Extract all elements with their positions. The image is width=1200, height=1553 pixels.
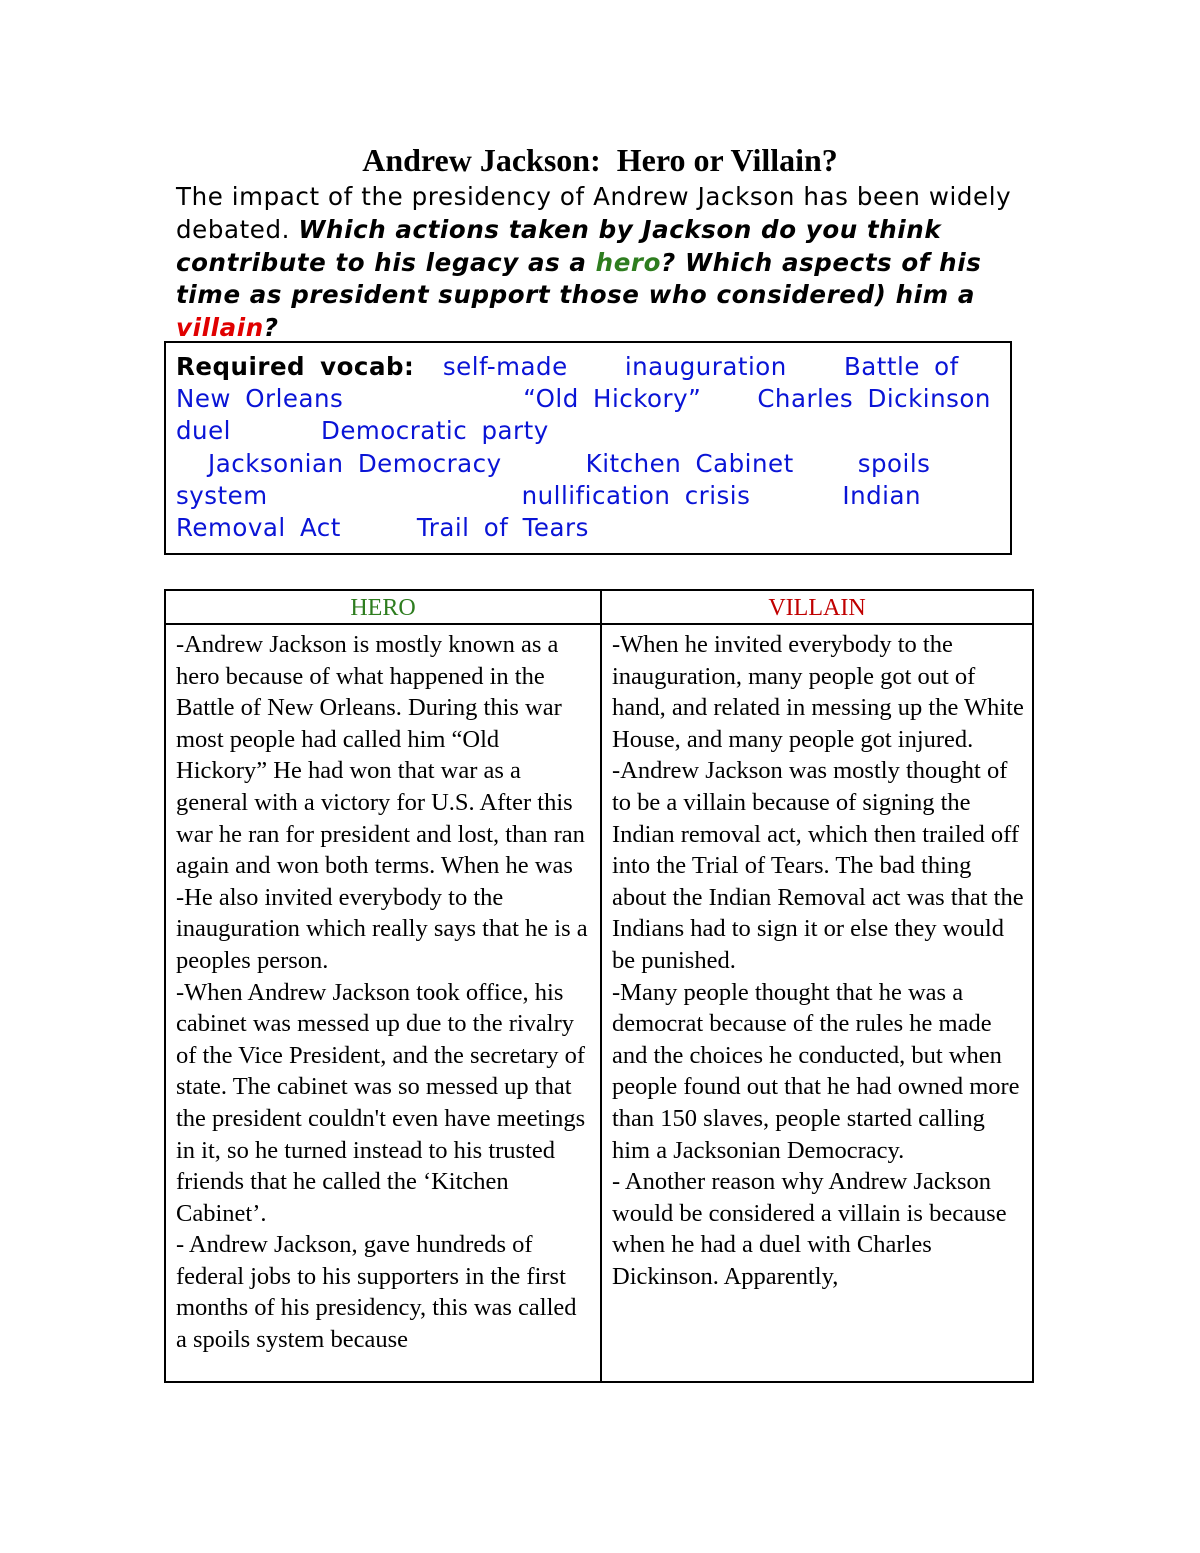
vocab-term: Charles Dickinson duel — [176, 384, 991, 446]
hero-column-header: HERO — [165, 590, 601, 624]
vocab-box — [164, 341, 1012, 555]
villain-column-header: VILLAIN — [601, 590, 1033, 624]
vocab-label: Required vocab: — [176, 352, 415, 381]
vocab-term: Jacksonian Democracy — [208, 448, 502, 478]
question-part-3: ? — [263, 313, 279, 343]
vocab-term: Indian Removal Act — [176, 480, 922, 543]
vocab-term: inauguration — [624, 352, 787, 381]
hero-word: hero — [595, 247, 662, 277]
vocab-term: Democratic party — [320, 416, 549, 446]
hero-paragraph: -Andrew Jackson is mostly known as a hero because of what happened in the Battle of New Orleans. During this war most people had called him “Old Hickory” He had won that war as a general with a victory for U.S. After this war he ran for president and lost, than ran again and won both terms. When he was — [176, 631, 585, 880]
villain-cell — [601, 624, 1033, 1382]
hero-paragraph: - Andrew Jackson, gave hundreds of federal jobs to his supporters in the first months of his presidency, this was called a spoils system because — [176, 1231, 577, 1354]
question-part-1: Which actions taken by Jackson do you think contribute to his legacy as a — [176, 214, 942, 277]
villain-paragraph: -Andrew Jackson was mostly thought of to be a villain because of signing the Indian removal act, which then trailed off into the Trial of Tears. The bad thing about the Indian Removal act was that the Indians had to sign it or else they would be punished. — [612, 757, 1024, 974]
intro-paragraph — [176, 181, 1026, 345]
page-title: Andrew Jackson: Hero or Villain? — [362, 142, 838, 178]
question-part-2: ? Which aspects of his time as president support those who considered) him a — [176, 247, 982, 310]
intro-plain-text: The impact of the presidency of Andrew Jackson has been widely debated. — [176, 182, 1012, 244]
hero-paragraph: -When Andrew Jackson took office, his cabinet was messed up due to the rivalry of the Vice President, and the secretary of state. The cabinet was so messed up that the president couldn't even have meetings in it, so he turned instead to his trusted friends that he called the ‘Kitchen Cabinet’. — [176, 978, 586, 1227]
vocab-term: spoils system — [176, 448, 931, 510]
hero-villain-table — [164, 589, 1034, 1383]
hero-cell — [165, 624, 601, 1382]
villain-word: villain — [176, 313, 264, 343]
vocab-term: Kitchen Cabinet — [585, 448, 794, 478]
vocab-term: self-made — [442, 352, 568, 381]
table-header-row — [165, 590, 1033, 624]
vocab-term: nullification crisis — [521, 480, 751, 510]
villain-paragraph: -When he invited everybody to the inauguration, many people got out of hand, and related in messing up the White House, and many people got injured. — [612, 631, 1024, 753]
table-row — [165, 624, 1033, 1382]
vocab-text — [176, 351, 1006, 544]
villain-paragraph: - Another reason why Andrew Jackson would be considered a villain is because when he had a duel with Charles Dickinson. Apparently, — [612, 1168, 1007, 1290]
vocab-term: Trail of Tears — [416, 513, 589, 543]
vocab-term: “Old Hickory” — [523, 384, 702, 414]
villain-paragraph: -Many people thought that he was a democrat because of the rules he made and the choices he conducted, but when people found out that he had owned more than 150 slaves, people started calling him a Jacksonian Democracy. — [612, 978, 1020, 1164]
hero-paragraph: -He also invited everybody to the inauguration which really says that he is a peoples person. — [176, 883, 588, 974]
vocab-term: Battle of New Orleans — [176, 352, 959, 414]
